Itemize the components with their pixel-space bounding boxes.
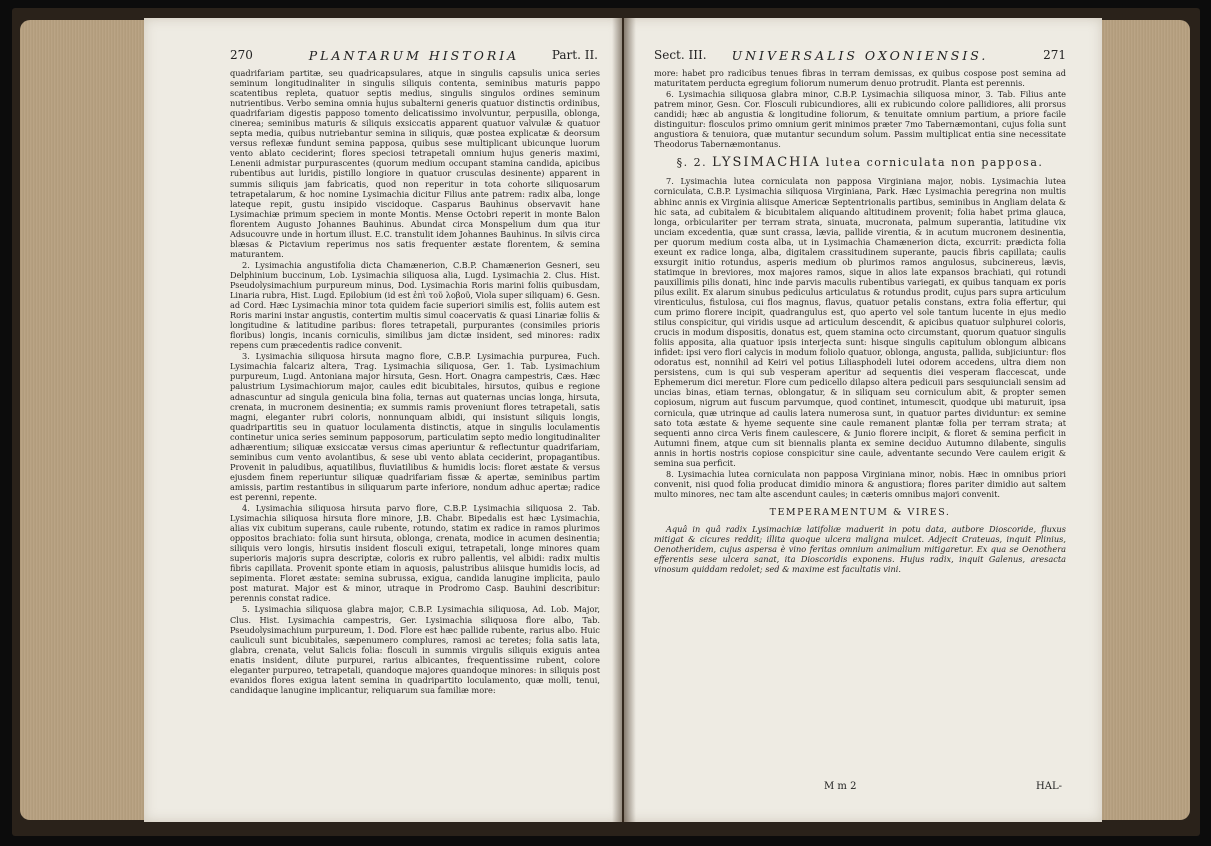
left-page-number: 270 (230, 48, 253, 62)
section-heading-prefix: §. 2. (676, 156, 708, 170)
left-paragraph-4: 4. Lysimachia siliquosa hirsuta parvo flore, C.B.P. Lysimachia siliquosa 2. Tab. Lysimachia siliquosa hirsuta flore minore, J.B. Chabr. Bipedalis est hæc Lysimachia, alias vix cubitum superans, caule rubente, rotundo, statim ex radice in ramos plurimos oppositos brachiato: folia sunt hirsuta, oblonga, crenata, modice in acumen desinentia; siliquis vero longis, hirsutis insident flosculi exigui, tetrapetali, longe minores quam superioris majoris supra descriptæ, coloris ex rubro pallentis, vel albidi: radix multis fibris capillata. Provenit sponte etiam in aquosis, palustribus aliisque humidis locis, ad sepimenta. Floret æstate: semina subrussa, exigua, candida lanugine implicita, paulo post maturat. Major est & minor, utraque in Prodromo Casp. Bauhini describitur: perennis constat radice. (230, 503, 600, 604)
catchword: HAL- (1036, 781, 1062, 792)
section-heading-suffix: lutea corniculata non papposa. (826, 156, 1044, 170)
left-paragraph-3: 3. Lysimachia siliquosa hirsuta magno flore, C.B.P. Lysimachia purpurea, Fuch. Lysimachia falcariz altera, Trag. Lysimachia siliquosa, Ger. 1. Tab. Lysimachium purpureum, Lugd. Antoniana major hirsuta, Gesn. Hort. Onagra campestris, Cæs. Hæc palustrium Lysimachiorum major, caules edit bicubitales, hirsutos, quibus e regione adnascuntur ad singula genicula bina folia, ternas aut quaternas uncias longa, hirsuta, crenata, in mucronem desinentia; ex summis ramis proveniunt flores tetrapetali, satis magni, eleganter rubri coloris, nonnunquam albidi, qui insistunt siliquis longis, quadripartitis seu in quatuor loculamenta distinctis, atque in singulis loculamentis continetur unica series seminum papposorum, particulatim septo medio longitudinaliter adhærentium; siliquæ exsiccatæ versus cimas aperiuntur & reflectuntur quadrifariam, seminibus cum vento avolantibus, & sese ubi vento ablata ceciderint, propagantibus. Provenit in paludibus, aquatilibus, fluviatilibus & humidis locis: floret æstate & versus ejusdem finem reperiuntur siliquæ quadrifariam fissæ & apertæ, seminibus partim amissis, partim restantibus in siliquarum parte inferiore, nondum adhuc apertæ; radice est perenni, repente. (230, 351, 600, 502)
signature-mark: M m 2 (824, 781, 857, 792)
left-page-edges (20, 20, 148, 820)
right-page-edges (1094, 20, 1190, 820)
section-heading-main: LYSIMACHIA (712, 155, 822, 171)
left-paragraph-2: 2. Lysimachia angustifolia dicta Chamænerion, C.B.P. Chamænerion Gesneri, seu Delphinium buccinum, Lob. Lysimachia siliquosa alia, Lugd. Lysimachia 2. Clus. Hist. Pseudolysimachium purpureum minus, Dod. Lysimachia Roris marini foliis quibusdam, Linaria rubra, Hist. Lugd. Epilobium (id est ἐπὶ τοῦ λοβοῦ, Viola super siliquam) 6. Gesn. ad Cord. Hæc Lysimachia minor tota quidem facie superiori similis est, foliis autem est Roris marini instar angustis, contertim multis simul coacervatis & quasi Linariæ foliis & longitudine & latitudine paribus: flores tetrapetali, purpurantes (consimiles prioris floribus) longis, incanis corniculis, similibus jam dictæ insident, sed minores: radix repens cum præcedentis radice convenit. (230, 259, 600, 351)
left-part-label: Part. II. (551, 48, 598, 62)
left-paragraph-5: 5. Lysimachia siliquosa glabra major, C.B.P. Lysimachia siliquosa, Ad. Lob. Major, Clus. Hist. Lysimachia campestris, Ger. Lysimachia siliquosa flore albo, Tab. Pseudolysimachium purpureum, 1. Dod. Flore est hæc pallide rubente, rarius albo. Huic cauliculi sunt bicubitales, sæpenumero complures, ramosi ac teretes; folia satis lata, glabra, crenata, velut Salicis folia: flosculi in summis virgulis siliquis exiguis antea enatis insident, dilute purpurei, rarius albicantes, frequentissime rubent, colore eleganter purpureo, tetrapetali, quandoque majores quandoque minores: in siliquis post evanidos flores exigua latent semina in quadripartito loculamento, quæ molli, tenui, candidaque lanugine implicantur, reliquarum sua familiæ more: (230, 604, 600, 695)
left-running-title: PLANTARUM HISTORIA (308, 48, 520, 63)
left-running-head (230, 48, 598, 66)
left-page (144, 18, 622, 822)
temperament-text: Aquâ in quâ radix Lysimachiæ latifoliæ maduerit in potu data, autbore Dioscoride, fluxus mitigat & cicures reddit; illita quoque ulcera maligna mulcet. Adjecit Crateuas, inquit Plinius, Oenotheridem, cujus aspersa è vino feritas omnium animalium mitigaretur. Ex qua se Oenothera efferentis sese ulcera sanat, ita Dioscoridis exponens. Hujus radix, inquit Galenus, aresacta vinosum quiddam redolet; sed & maxime est facultatis vini. (654, 523, 1066, 575)
section-heading (654, 155, 1066, 171)
right-paragraph-1: more: habet pro radicibus tenues fibras in terram demissas, ex quibus cospose post semina ad maturitatem perducta egregium foliorum numerum denuo protrudit. Planta est perennis. (654, 68, 1066, 89)
left-body-text (230, 68, 600, 696)
temperament-heading: TEMPERAMENTUM & VIRES. (769, 506, 951, 518)
right-page-number: 271 (1043, 48, 1066, 62)
right-page (624, 18, 1102, 822)
right-paragraph-4: 8. Lysimachia lutea corniculata non papposa Virginiana minor, nobis. Hæc in omnibus priori convenit, nisi quod folia producat dimidio minora & angustiora; flores pariter dimidio aut saltem multo minores, nec tam alte ascendunt caules; in cæteris omnibus majori convenit. (654, 468, 1066, 499)
open-book (12, 8, 1200, 836)
right-body-text (654, 68, 1066, 575)
right-running-title: UNIVERSALIS OXONIENSIS. (731, 48, 989, 63)
right-paragraph-3: 7. Lysimachia lutea corniculata non papposa Virginiana major, nobis. Lysimachia lutea corniculata, C.B.P. Lysimachia siliquosa Virginiana, Park. Hæc Lysimachia peregrina non multis abhinc annis ex Virginia aliisque Americæ Septentrionalis partibus, seminibus in Angliam delata & hic sata, ad cubitalem & bicubitalem aliquando altitudinem provenit; folia habet prima glauca, longa, orbiculariter per terram strata, sinuata, mucronata, palmum superantia, latitudine vix unciam excedentia, quæ sunt crassa, lævia, pallide virentia, & in acutum mucronem desinentia, per quorum medium costa alba, ut in Lysimachia Chamænerion dicta, excurrit: prædicta folia exeunt ex radice longa, alba, digitalem crassitudinem superante, paucis fibris capillata; caulis exsurgit initio rotundus, asperis medium ob plurimos ramos angulosus, subcinereus, lævis, statimque in breviores, mox majores ramos, sique in alios late expansos brachiati, qui rotundi pauxillimis pilis donati, hinc inde parvis maculis rubentibus variegati, ex quibus tanquam ex poris pilus exilit. Ex alarum sinubus pediculus articulatus & rotundus prodit, cujus pars supra articulum virenticulus, fistulosa, cui flos magnus, flavus, quatuor petalis constans, extra folia effertur, qui cum primo florere incipit, quadrangulus est, quo aperto vel sole tantum lucente in ejus medio stilus conspicitur, qui viridis usque ad articulum descendit, & apicibus quatuor sulphurei coloris, crucis in modum dispositis, donatus est, quem stamina octo circumstant, quorum quatuor singulis foliis apposita, alia quatuor ipsis interjecta sunt: hisque singulis capitulum oblongum albicans infidet: ipsi vero flori calycis in modum foliolo quatuor, oblonga, angusta, pallida, subjiciuntur: flos odoratus est, nonnihil ad Keiri vel potius Liliasphodeli lutei odorem accedens, ultra diem non persistens, cum is qui sub vesperam aperitur ad sequentis diei vesperam flaccescat, unde Ephemerum dici meretur. Flore cum pedicello dilapso altera pedicuii pars sesquiunciali sensim ad uncias binas, etiam ternas, oblongatur, & in siliquam seu corniculum abit, & propter semen copiosum, nigrum aut fuscum parvumque, quod continet, intumescit, quodque ubi maturuit, ipsa cornicula, quæ utrinque ad caulis latera numerosa sunt, in quatuor partes dividuntur: ex semine sato tota æstate & hyeme sequente sine caule remanent plantæ folia per terram strata; at sequenti anno circa Veris finem caulescere, & Junio florere incipit, & floret & semina perficit in Autumni finem, atque cum sit biennalis planta ex semine deciduo Autumno dilabente, singulis annis in hortis nostris copiose conspicitur sine caule, adventante secundo Vere caulem erigit & semina sua perficit. (654, 176, 1066, 468)
right-section-label: Sect. III. (654, 48, 707, 62)
left-paragraph-1: quadrifariam partitæ, seu quadricapsulares, atque in singulis capsulis unica series seminum longitudinaliter in singulis siliquis contenta, seminibus maturis pappo scatentibus repleta, quatuor septis medius, singulis singulos ordines seminum nutrientibus. Verbo semina omnia hujus subalterni generis quatuor distinctis ordinibus, quadrifariam digestis papposo tomento delicatissimo involvuntur, perpusilla, oblonga, cinerea; seminibus maturis & siliquis exsiccatis apparent quatuor valvulæ & quatuor septa media, quibus nutriebantur semina in siliquis, quæ postea explicatæ & deorsum versus reflexæ fundunt semina papposa, quibus sese multiplicant ubicunque luorum vento ablato ceciderint; flores speciosi tetrapetali omnium hujus generis maximi, Lenenii admistar purpurascentes (quorum medium occupant stamina candida, apicibus rubentibus aut luridis, pistillo longiore in quatuor crusculas desinente) apparent in summis siliquis jam fabricatis, quod non reperitur in tota cohorte siliquosarum tetrapetalarum, & hoc nomine Lysimachia dicitur Filius ante patrem: radix alba, longe lateque repit, gustu insipido viscidoque. Casparus Bauhinus observavit hane Lysimachiæ primum speciem in monte Montis. Mense Octobri reperit in monte Balon florentem Augusto Johannes Bauhinus. Abundat circa Monspelium dum qua itur Adsucouvre unde in hortum illust. E.C. transtulit idem Johannes Bauhinus. In silvis circa blæsas & Pictavium reperimus nos satis frequenter æstate florentem, & semina maturantem. (230, 68, 600, 259)
right-paragraph-2: 6. Lysimachia siliquosa glabra minor, C.B.P. Lysimachia siliquosa minor, 3. Tab. Filius ante patrem minor, Gesn. Cor. Flosculi rubicundiores, alii ex rubicundo colore pallidiores, alii prorsus candidi; hæc ab angustia & longitudine foliorum, & tenuitate omnium partium, a priore facile distinguitur: flosculos primo omnium gerit minimos præter 7mo Tabernæmontani, cujus folia sunt angustiora & tenuiora, quæ mutantur secundum solum. Passim multiplicat entia sine necessitate Theodorus Tabernæmontanus. (654, 89, 1066, 150)
right-running-head (654, 48, 1066, 66)
